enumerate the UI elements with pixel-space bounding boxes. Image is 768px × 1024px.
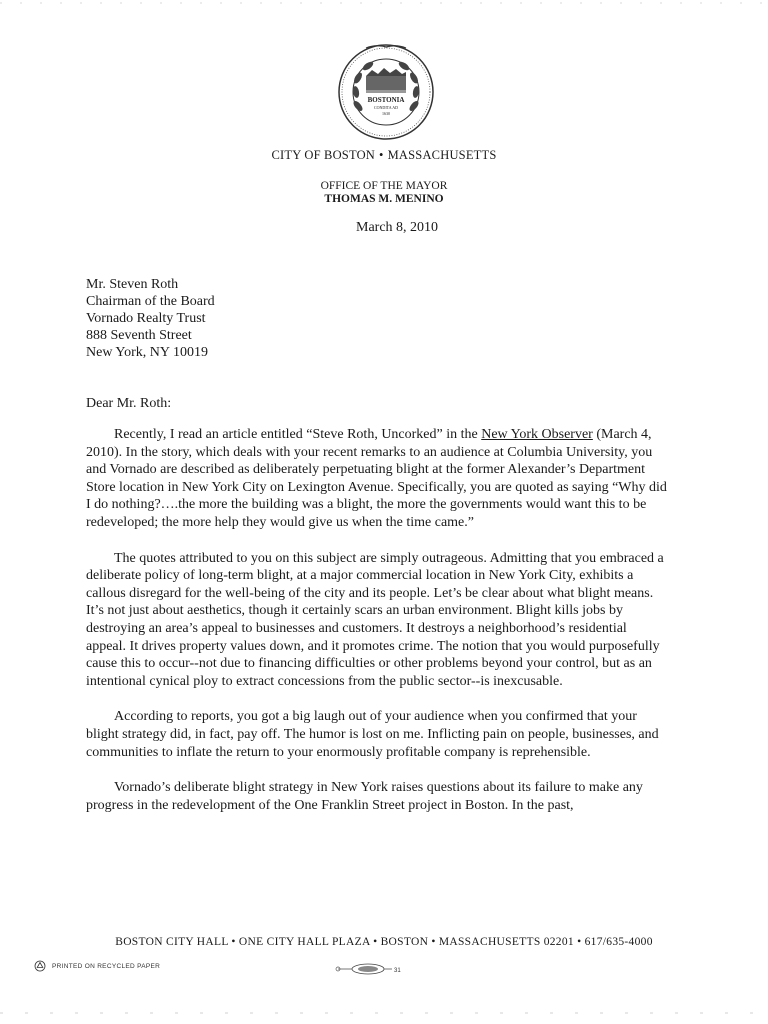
seal-text-main: BOSTONIA bbox=[367, 96, 405, 104]
letterhead-city bbox=[0, 148, 768, 163]
recipient-line: New York, NY 10019 bbox=[86, 345, 208, 360]
paragraph-1-rest: (March 4, 2010). In the story, which deals with your recent remarks to an audience at Columbia University, you and Vornado are described as deliberately perpetuating blight at the former Alexander’s Department Store location in New York City on Lexington Avenue. Specifically, you are quoted as saying “Why did I do nothing?….the more the building was a blight, the more the governments would want this to be redeveloped; the more help they would give us when the time came.” bbox=[86, 427, 667, 530]
recycled-notice bbox=[34, 960, 160, 972]
paragraph-2: The quotes attributed to you on this subject are simply outrageous. Admitting that you embraced a deliberate policy of long-term blight, at a major commercial location in New York City, exhibits a callous disregard for the well-being of the city and its people. Let’s be clear about what blight means. It’s not just about aesthetics, though it certainly scars an urban environment. Blight kills jobs by destroying an area’s appeal to businesses and customers. It destroys a neighborhood’s residential appeal. It drives property values down, and it promotes crime. The notion that you would purposefully cause this to occur--not due to financing difficulties or other problems beyond your control, but as an intentional cynical ploy to extract concessions from the public sector--is inexcusable. bbox=[86, 550, 664, 689]
office-title: OFFICE OF THE MAYOR bbox=[320, 180, 448, 192]
paragraph-1 bbox=[86, 426, 670, 532]
mayor-name: THOMAS M. MENINO bbox=[324, 193, 444, 205]
scan-artifact-bottom bbox=[0, 1010, 768, 1016]
letterhead-office bbox=[0, 180, 768, 206]
recipient-line: Chairman of the Board bbox=[86, 294, 215, 309]
recycled-text: PRINTED ON RECYCLED PAPER bbox=[52, 962, 161, 970]
union-bug-number: 31 bbox=[394, 968, 401, 974]
recipient-line: 888 Seventh Street bbox=[86, 328, 192, 343]
recipient-line: Mr. Steven Roth bbox=[86, 277, 179, 292]
recycle-icon bbox=[34, 960, 46, 972]
salutation: Dear Mr. Roth: bbox=[86, 396, 172, 411]
footer-address: BOSTON CITY HALL • ONE CITY HALL PLAZA • BOSTON • MASSACHUSETTS 02201 • 617/635-4000 bbox=[115, 936, 653, 948]
paragraph-4: Vornado’s deliberate blight strategy in New York raises questions about its failure to make any progress in the redevelopment of the One Franklin Street project in Boston. In the past, bbox=[86, 780, 643, 813]
publication-title: New York Observer bbox=[481, 427, 593, 442]
recipient-line: Vornado Realty Trust bbox=[86, 311, 206, 326]
seal-text-condita: CONDITA AD bbox=[373, 105, 399, 110]
letter-body bbox=[86, 426, 670, 832]
union-bug-icon bbox=[332, 962, 408, 976]
recipient-address bbox=[86, 276, 215, 361]
bullet-separator: • bbox=[379, 148, 384, 162]
paragraph-3: According to reports, you got a big laugh out of your audience when you confirmed that your blight strategy did, in fact, pay off. The humor is lost on me. Inflicting pain on people, businesses, and communities to inflate the return to your enormously profitable company is reprehensible. bbox=[86, 709, 659, 760]
letter-date: March 8, 2010 bbox=[356, 220, 439, 235]
paragraph-1-intro: Recently, I read an article entitled “Steve Roth, Uncorked” in the bbox=[114, 427, 482, 442]
letterhead-state: MASSACHUSETTS bbox=[387, 148, 497, 162]
scan-artifact-top bbox=[0, 0, 768, 6]
city-seal-icon bbox=[336, 42, 436, 142]
letterhead-city-name: CITY OF BOSTON bbox=[271, 148, 376, 162]
seal-text-year: 1630 bbox=[382, 111, 390, 116]
